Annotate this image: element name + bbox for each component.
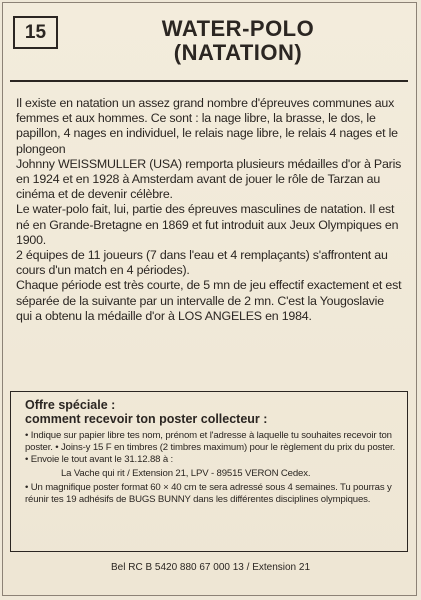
offer-title: Offre spéciale : [25,398,116,412]
paragraph-weissmuller: Johnny WEISSMULLER (USA) remporta plusieurs médailles d'or à Paris en 1924 et en 1928 à Amsterdam avant de jouer le rôle de Tarzan au cinéma et de devenir célèbre. [16,156,402,202]
article-body [16,96,402,324]
offer-address: La Vache qui rit / Extension 21, LPV - 89515 VERON Cedex. [61,467,311,479]
title-line-2: (NATATION) [173,40,303,65]
card-number: 15 [13,16,58,49]
offer-instructions-line: • Indique sur papier libre tes nom, prénom et l'adresse à laquelle tu souhaites recevoir ton poster. • Joins-y 15 F en timbres (2 timbres maximum) pour le règlement du prix du poster. • Envoie le tout avant le 31.12.88 à : [25,430,396,465]
card-title [103,17,373,65]
offer-poster-info: • Un magnifique poster format 60 × 40 cm te sera adressé sous 4 semaines. Tu pourras y réunir tes 19 adhésifs de BUGS BUNNY dans les différentes disciplines olympiques. [25,481,392,505]
paragraph-periods: Chaque période est très courte, de 5 mn de jeu effectif exactement et est séparée de la suivante par un intervalle de 2 mn. C'est la Yougoslavie qui a obtenu la médaille d'or à LOS ANGELES en 1984. [16,278,402,323]
paragraph-teams: 2 équipes de 11 joueurs (7 dans l'eau et 4 remplaçants) s'affrontent au cours d'un match en 4 périodes). [16,248,388,278]
special-offer-box [10,391,408,552]
legal-footer: Bel RC B 5420 880 67 000 13 / Extension 21 [110,562,311,573]
offer-instructions [25,430,397,505]
title-line-1: WATER-POLO [161,16,315,41]
paragraph-origin: Le water-polo fait, lui, partie des épreuves masculines de natation. Il est né en Grande-Bretagne en 1869 et fut introduit aux Jeux Olympiques en 1900. [16,202,399,247]
offer-subtitle: comment recevoir ton poster collecteur : [25,412,268,426]
title-divider [10,80,408,82]
paragraph-events: Il existe en natation un assez grand nombre d'épreuves communes aux femmes et aux hommes. Ce sont : la nage libre, la brasse, le dos, le papillon, 4 nages en individuel, le relais nage libre, le relais 4 nages et le plongeon [16,96,398,156]
